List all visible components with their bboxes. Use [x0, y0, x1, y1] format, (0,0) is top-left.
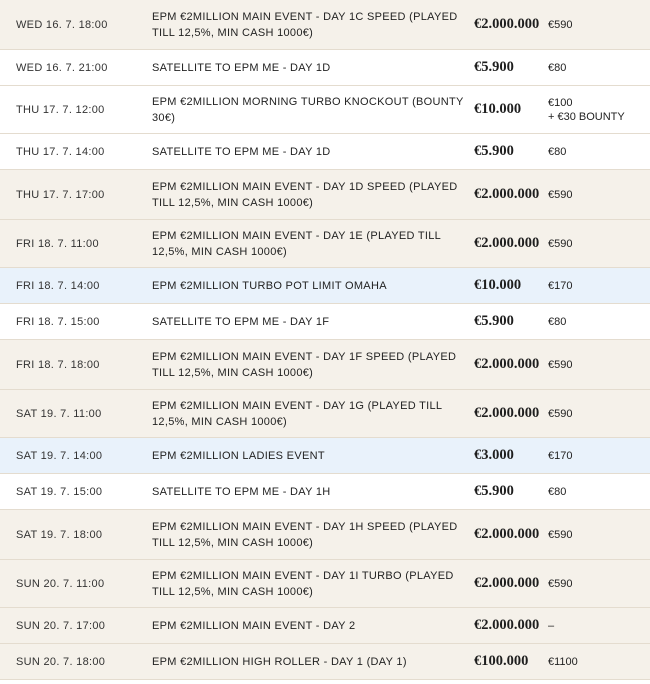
buyin-amount: €590: [548, 188, 573, 201]
table-row[interactable]: [0, 390, 650, 438]
buyin-amount: –: [548, 619, 555, 632]
event-buyin: [548, 145, 650, 159]
event-name: SATELLITE TO EPM ME - DAY 1H: [152, 485, 331, 498]
event-guarantee: €10.000: [474, 277, 522, 293]
event-date-time: THU 17. 7. 14:00: [16, 145, 105, 158]
event-name: EPM €2MILLION HIGH ROLLER - DAY 1 (DAY 1): [152, 655, 407, 668]
event-buyin: [548, 619, 650, 633]
buyin-amount: €80: [548, 315, 567, 328]
event-name: EPM €2MILLION MAIN EVENT - DAY 1G (PLAYED TILL 12,5%, MIN CASH 1000€): [152, 399, 442, 428]
event-date-time: THU 17. 7. 12:00: [16, 103, 105, 116]
buyin-amount: €590: [548, 577, 573, 590]
event-name: EPM €2MILLION MAIN EVENT - DAY 1I TURBO (PLAYED TILL 12,5%, MIN CASH 1000€): [152, 569, 454, 598]
event-name: SATELLITE TO EPM ME - DAY 1F: [152, 315, 330, 328]
event-date-time: SUN 20. 7. 11:00: [16, 577, 105, 590]
event-guarantee: €10.000: [474, 101, 522, 117]
event-buyin: [548, 61, 650, 75]
event-guarantee: €5.900: [474, 143, 514, 159]
event-date-time: SAT 19. 7. 14:00: [16, 449, 103, 462]
event-guarantee: €100.000: [474, 653, 529, 669]
event-date-time: FRI 18. 7. 14:00: [16, 279, 100, 292]
table-row[interactable]: [0, 50, 650, 86]
buyin-amount: €100: [548, 96, 573, 109]
buyin-amount: €80: [548, 145, 567, 158]
event-guarantee: €2.000.000: [474, 235, 540, 251]
table-row[interactable]: [0, 170, 650, 220]
event-name: EPM €2MILLION MAIN EVENT - DAY 1C SPEED (PLAYED TILL 12,5%, MIN CASH 1000€): [152, 10, 458, 39]
buyin-amount: €1100: [548, 655, 578, 668]
event-guarantee: €5.900: [474, 483, 514, 499]
event-guarantee: €2.000.000: [474, 16, 540, 32]
event-buyin: [548, 655, 650, 669]
table-row[interactable]: [0, 510, 650, 560]
buyin-amount: €80: [548, 61, 567, 74]
table-row[interactable]: [0, 0, 650, 50]
event-date-time: FRI 18. 7. 18:00: [16, 358, 100, 371]
buyin-amount: €80: [548, 485, 567, 498]
event-date-time: THU 17. 7. 17:00: [16, 188, 105, 201]
buyin-amount: €590: [548, 237, 573, 250]
buyin-amount: €590: [548, 528, 573, 541]
event-date-time: SUN 20. 7. 18:00: [16, 655, 106, 668]
event-date-time: SUN 20. 7. 17:00: [16, 619, 106, 632]
event-date-time: WED 16. 7. 18:00: [16, 18, 108, 31]
event-buyin: [548, 188, 650, 202]
table-row[interactable]: [0, 560, 650, 608]
buyin-amount: €170: [548, 449, 573, 462]
event-name: SATELLITE TO EPM ME - DAY 1D: [152, 61, 331, 74]
event-guarantee: €2.000.000: [474, 405, 540, 421]
event-guarantee: €2.000.000: [474, 526, 540, 542]
event-buyin: [548, 528, 650, 542]
buyin-amount: €170: [548, 279, 573, 292]
event-buyin: [548, 279, 650, 293]
table-row[interactable]: [0, 340, 650, 390]
table-row[interactable]: [0, 304, 650, 340]
event-buyin: [548, 485, 650, 499]
buyin-amount: €590: [548, 18, 573, 31]
table-row[interactable]: [0, 86, 650, 134]
event-name: EPM €2MILLION TURBO POT LIMIT OMAHA: [152, 279, 387, 292]
event-buyin: [548, 577, 650, 591]
event-buyin: [548, 315, 650, 329]
event-name: SATELLITE TO EPM ME - DAY 1D: [152, 145, 331, 158]
event-buyin: [548, 96, 650, 124]
event-guarantee: €2.000.000: [474, 356, 540, 372]
event-name: EPM €2MILLION MAIN EVENT - DAY 1E (PLAYED TILL 12,5%, MIN CASH 1000€): [152, 229, 441, 258]
buyin-amount: €590: [548, 407, 573, 420]
event-date-time: FRI 18. 7. 15:00: [16, 315, 100, 328]
table-row[interactable]: [0, 268, 650, 304]
table-row[interactable]: [0, 644, 650, 680]
event-buyin: [548, 237, 650, 251]
buyin-amount: €590: [548, 358, 573, 371]
event-buyin: [548, 358, 650, 372]
event-buyin: [548, 449, 650, 463]
table-row[interactable]: [0, 438, 650, 474]
event-guarantee: €3.000: [474, 447, 514, 463]
bounty-amount: + €30 BOUNTY: [548, 110, 625, 123]
table-row[interactable]: [0, 474, 650, 510]
table-row[interactable]: [0, 608, 650, 644]
event-guarantee: €2.000.000: [474, 617, 540, 633]
event-name: EPM €2MILLION MORNING TURBO KNOCKOUT (BOUNTY 30€): [152, 95, 464, 124]
event-date-time: SAT 19. 7. 15:00: [16, 485, 103, 498]
event-date-time: SAT 19. 7. 18:00: [16, 528, 103, 541]
event-guarantee: €2.000.000: [474, 575, 540, 591]
event-guarantee: €5.900: [474, 313, 514, 329]
event-name: EPM €2MILLION MAIN EVENT - DAY 1H SPEED (PLAYED TILL 12,5%, MIN CASH 1000€): [152, 520, 458, 549]
event-name: EPM €2MILLION LADIES EVENT: [152, 449, 325, 462]
event-date-time: WED 16. 7. 21:00: [16, 61, 108, 74]
event-buyin: [548, 18, 650, 32]
event-date-time: SAT 19. 7. 11:00: [16, 407, 102, 420]
event-guarantee: €2.000.000: [474, 186, 540, 202]
event-date-time: FRI 18. 7. 11:00: [16, 237, 99, 250]
event-buyin: [548, 407, 650, 421]
table-row[interactable]: [0, 134, 650, 170]
event-name: EPM €2MILLION MAIN EVENT - DAY 1D SPEED (PLAYED TILL 12,5%, MIN CASH 1000€): [152, 180, 458, 209]
table-row[interactable]: [0, 220, 650, 268]
event-guarantee: €5.900: [474, 59, 514, 75]
event-name: EPM €2MILLION MAIN EVENT - DAY 1F SPEED (PLAYED TILL 12,5%, MIN CASH 1000€): [152, 350, 457, 379]
event-name: EPM €2MILLION MAIN EVENT - DAY 2: [152, 619, 356, 632]
